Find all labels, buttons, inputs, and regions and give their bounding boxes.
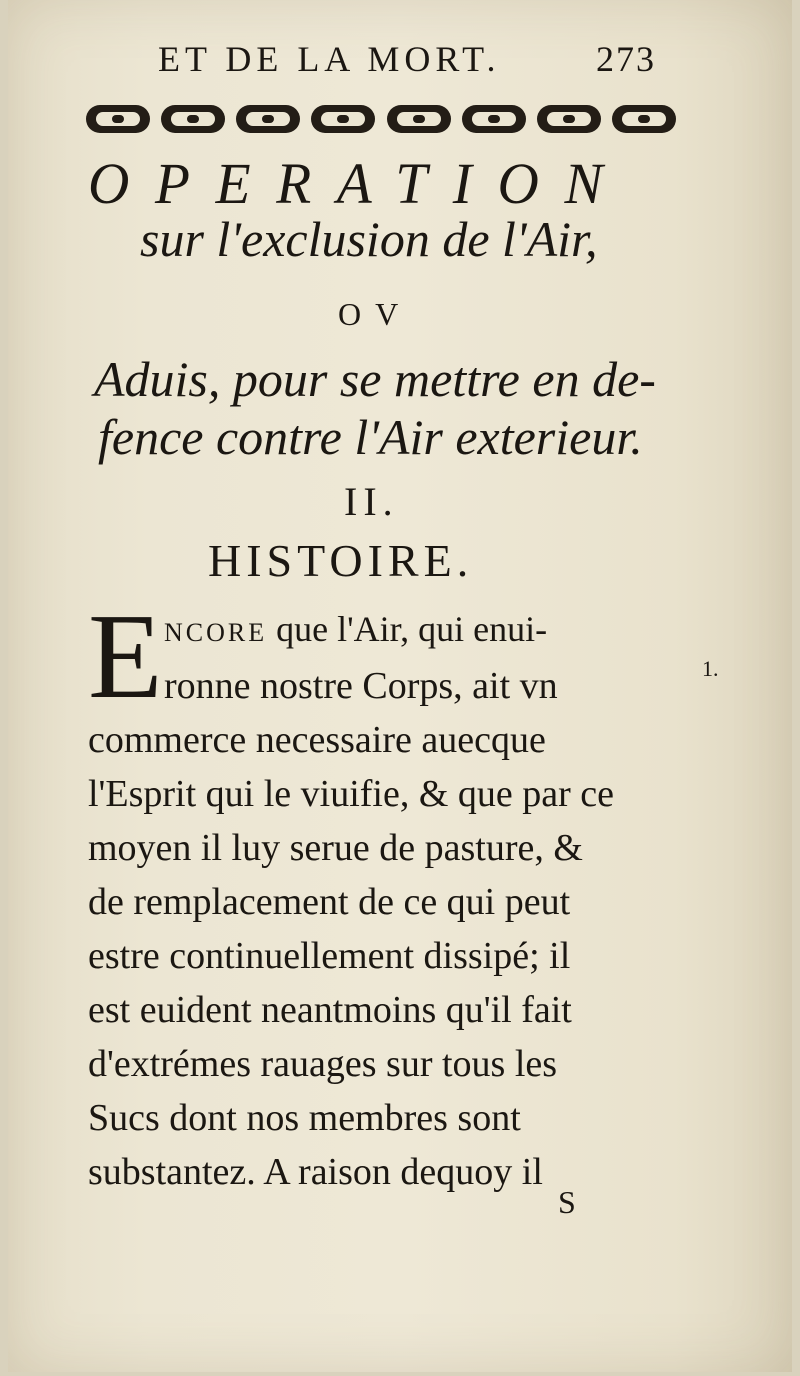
body-line: d'extrémes rauages sur tous les (88, 1043, 558, 1085)
section-heading: HISTOIRE. (208, 535, 474, 586)
signature-mark: S (558, 1184, 576, 1220)
body-line: moyen il luy serue de pasture, & (88, 827, 583, 869)
running-head: ET DE LA MORT. (158, 39, 501, 79)
page-number: 273 (596, 39, 656, 79)
first-line (164, 608, 547, 650)
alternate-title-line: fence contre l'Air exterieur. (98, 409, 643, 465)
body-line: l'Esprit qui le viuifie, & que par ce (88, 773, 615, 815)
first-line-text: que l'Air, qui enui- (276, 609, 548, 649)
ornament-icon (387, 105, 451, 133)
body-line: ronne nostre Corps, ait vn (164, 665, 558, 707)
body-line: substantez. A raison dequoy il (88, 1151, 543, 1193)
first-words-smallcaps: NCORE (164, 618, 268, 647)
title-conjunction: OV (338, 296, 413, 332)
chapter-title: OPERATION (88, 151, 629, 216)
book-page (8, 0, 792, 1372)
ornament-icon (311, 105, 375, 133)
body-line: commerce necessaire auecque (88, 719, 546, 761)
ornament-icon (236, 105, 300, 133)
body-line: de remplacement de ce qui peut (88, 881, 571, 923)
marginal-note: 1. (702, 656, 719, 681)
ornament-icon (161, 105, 225, 133)
chapter-subtitle: sur l'exclusion de l'Air, (140, 211, 598, 267)
ornament-icon (462, 105, 526, 133)
body-line: Sucs dont nos membres sont (88, 1097, 521, 1139)
ornament-icon (537, 105, 601, 133)
ornament-band (86, 102, 676, 136)
body-line: estre continuellement dissipé; il (88, 935, 571, 977)
section-number: II. (344, 479, 399, 524)
ornament-icon (612, 105, 676, 133)
alternate-title-line: Aduis, pour se mettre en de- (94, 351, 656, 407)
drop-cap: E (88, 589, 163, 724)
body-line: est euident neantmoins qu'il fait (88, 989, 572, 1031)
ornament-icon (86, 105, 150, 133)
